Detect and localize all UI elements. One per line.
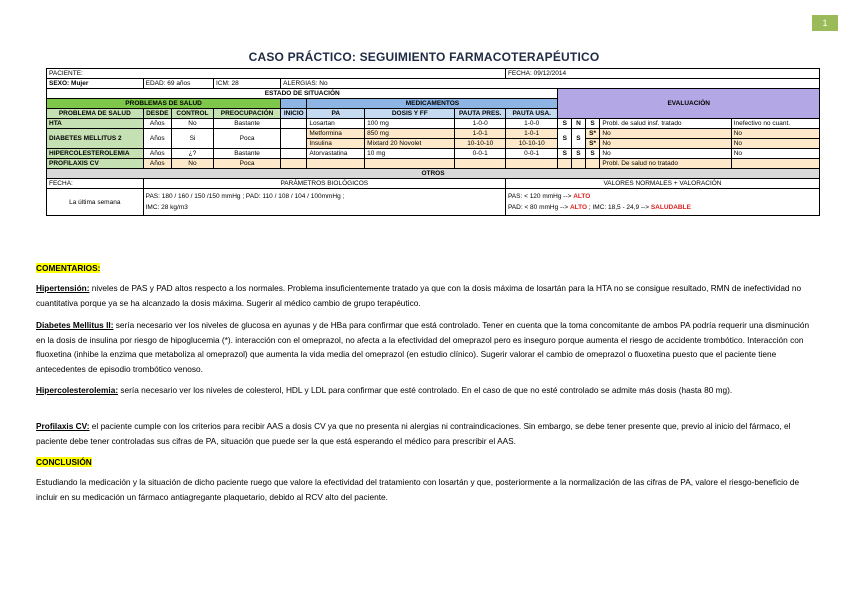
page-number: 1 — [812, 15, 838, 31]
row-hc-control: ¿? — [171, 149, 213, 159]
row-hta-problema: HTA — [47, 119, 144, 129]
col-inicio: INICIO — [281, 109, 307, 119]
row-pcv-control: No — [171, 159, 213, 169]
row-hta-n: S — [558, 119, 572, 129]
conclusion-text: Estudiando la medicación y la situación de dicho paciente ruego que valore la efectividad del tratamiento con losartán y que, posteriormente a la normalización de las cifras de PA, valore el riesgo-beneficio de incluir en su medicación un fármaco antiagregante plaquetario, debido al RCV alto del paciente. — [36, 477, 800, 502]
row-hta-pa: Losartan — [307, 119, 365, 129]
row-dm-med1-s: S* — [585, 129, 600, 139]
row-hc-inicio — [281, 149, 307, 159]
row-hta-control: No — [171, 119, 213, 129]
row-hc-problema: HIPERCOLESTEROLEMIA — [47, 149, 144, 159]
val-line-1: PAS: < 120 mmHg --> ALTO — [507, 193, 591, 200]
comentario-pcv: Profilaxis CV: el paciente cumple con los criterios para recibir AAS a dosis CV ya que no presenta ni alergias ni contraindicaciones. Sin embargo, se debe tener presente que, previo al inicio del fármaco, el paciente debe tener controladas sus cifras de PA, situación que puede ser la que está esperando el médico para prescribir el AAS. — [36, 421, 791, 446]
row-dm-inicio — [281, 129, 307, 149]
row-dm-problema: DIABETES MELLITUS 2 — [47, 129, 144, 149]
row-pcv-problema: PROFILAXIS CV — [47, 159, 144, 169]
row-hta-dosis: 100 mg — [365, 119, 455, 129]
row-dm-n: S — [558, 129, 572, 149]
row-hc-s: S — [585, 149, 600, 159]
row-dm-control: Si — [171, 129, 213, 149]
col-problema: PROBLEMA DE SALUD — [47, 109, 144, 119]
col-pa: PA — [307, 109, 365, 119]
row-hc-e: S — [572, 149, 586, 159]
col-pauta-usa: PAUTA USA. — [505, 109, 558, 119]
row-pcv-preocupacion: Poca — [213, 159, 280, 169]
alergias-cell: ALERGIAS: No — [281, 79, 820, 89]
row-dm-med1-dosis: 850 mg — [365, 129, 455, 139]
row-dm-med2-usa: 10-10-10 — [505, 139, 558, 149]
col-dosis: DOSIS Y FF — [365, 109, 455, 119]
parametros-values — [143, 189, 505, 216]
row-dm-med2-dosis: Mixtard 20 Novolet — [365, 139, 455, 149]
row-hta-desde: Años — [143, 119, 171, 129]
row-hc-desde: Años — [143, 149, 171, 159]
row-hta-preocupacion: Bastante — [213, 119, 280, 129]
valores-header: VALORES NORMALES + VALORACIÓN — [505, 179, 819, 189]
sexo-cell: SEXO: Mujer — [47, 79, 144, 89]
row-pcv-prm: Probl. De salud no tratado — [600, 159, 731, 169]
col-desde: DESDE — [143, 109, 171, 119]
edad-cell: EDAD: 69 años — [143, 79, 213, 89]
val-line-2: PAD: < 80 mmHg --> ALTO ; IMC: 18,5 - 24,9 --> SALUDABLE — [507, 204, 691, 211]
row-hc-prm: No — [600, 149, 731, 159]
imc-line: IMC: 28 kg/m3 — [145, 204, 188, 211]
row-dm-med1-pres: 1-0-1 — [455, 129, 506, 139]
evaluacion-header: EVALUACIÓN — [558, 89, 820, 119]
col-preocupacion: PREOCUPACIÓN — [213, 109, 280, 119]
row-dm-desde: Años — [143, 129, 171, 149]
row-dm-med1-usa: 1-0-1 — [505, 129, 558, 139]
otros-header: OTROS — [47, 169, 820, 179]
row-hta-usa: 1-0-0 — [505, 119, 558, 129]
row-hta-prm: Probl. de salud insf. tratado — [600, 119, 731, 129]
row-dm-med2-s: S* — [585, 139, 600, 149]
paciente-cell: PACIENTE: — [47, 69, 506, 79]
row-dm-med2-pres: 10-10-10 — [455, 139, 506, 149]
row-pcv-desde: Años — [143, 159, 171, 169]
document-title: CASO PRÁCTICO: SEGUIMIENTO FARMACOTERAPÉUTICO — [248, 50, 600, 64]
problemas-header: PROBLEMAS DE SALUD — [47, 99, 281, 109]
row-hc-preocupacion: Bastante — [213, 149, 280, 159]
row-hta-inicio — [281, 119, 307, 129]
case-table — [46, 68, 820, 216]
row-hta-pres: 1-0-0 — [455, 119, 506, 129]
row-hc-usa: 0-0-1 — [505, 149, 558, 159]
row-hta-e: N — [572, 119, 586, 129]
row-hta-rmn: Inefectivo no cuant. — [731, 119, 819, 129]
estado-header: ESTADO DE SITUACIÓN — [47, 89, 558, 99]
col-pauta-pres: PAUTA PRES. — [455, 109, 506, 119]
row-hc-rmn: No — [731, 149, 819, 159]
comentario-hc: Hipercolesterolemia: sería necesario ver los niveles de colesterol, HDL y LDL para confirmar que esté controlado. En el caso de que no esté controlado se admite más dosis (hasta 80 mg). — [36, 385, 733, 395]
row-hc-pa: Atorvastatina — [307, 149, 365, 159]
comentario-dm: Diabetes Mellitus II: sería necesario ver los niveles de glucosa en ayunas y de HBa para confirmar que está controlado. Tener en cuenta que la toma concomitante de ambos PA podría requerir una disminución en la dosis de insulina por riesgo de hipoglucemia (*). interacción con el omeprazol, no afecta a la efectividad del omeprazol pero es inseguro porque aumenta el riesgo de accidente trombótico. Interacción con fluoxetina (inhibe la enzima que metaboliza al omeprazol) que aumenta la vida media del omeprazol (en estudio clínico). Sugerir valorar el cambio de omeprazol o fluoxetina puesto que el paciente tiene antecedentes de episodio trombótico venoso. — [36, 320, 810, 374]
row-hc-dosis: 10 mg — [365, 149, 455, 159]
row-dm-med2-pa: Insulina — [307, 139, 365, 149]
row-dm-e: S — [572, 129, 586, 149]
row-hc-n: S — [558, 149, 572, 159]
row-dm-preocupacion: Poca — [213, 129, 280, 149]
row-dm-med1-pa: Metformina — [307, 129, 365, 139]
fecha-cell: FECHA: 09/12/2014 — [505, 69, 819, 79]
row-hc-pres: 0-0-1 — [455, 149, 506, 159]
parametros-header: PARÁMETROS BIOLÓGICOS — [143, 179, 505, 189]
semana-cell: La última semana — [47, 189, 144, 216]
otros-fecha: FECHA: — [47, 179, 144, 189]
row-dm-med1-rmn: No — [731, 129, 819, 139]
conclusion-heading: CONCLUSIÓN — [36, 457, 92, 467]
medicamentos-header: MEDICAMENTOS — [307, 99, 558, 109]
icm-cell: ICM: 28 — [213, 79, 280, 89]
inicio-spacer — [281, 99, 307, 109]
row-dm-med2-rmn: No — [731, 139, 819, 149]
row-dm-med2-prm: No — [600, 139, 731, 149]
col-control: CONTROL — [171, 109, 213, 119]
valores-values — [505, 189, 819, 216]
pas-pad-line: PAS: 180 / 160 / 150 /150 mmHg ; PAD: 110 / 108 / 104 / 100mmHg ; — [145, 193, 345, 200]
row-dm-med1-prm: No — [600, 129, 731, 139]
comentarios-heading: COMENTARIOS: — [36, 263, 101, 273]
row-hta-s: S — [585, 119, 600, 129]
comentario-hta: Hipertensión: niveles de PAS y PAD altos respecto a los normales. Problema insuficientemente tratado ya que con la dosis máxima de losartán para la HTA no se consigue resultado, RMN de inefectividad no cuantitativa porque ya se ha alcanzado la dosis máxima. Sugerir al médico cambio de grupo terapéutico. — [36, 283, 802, 308]
